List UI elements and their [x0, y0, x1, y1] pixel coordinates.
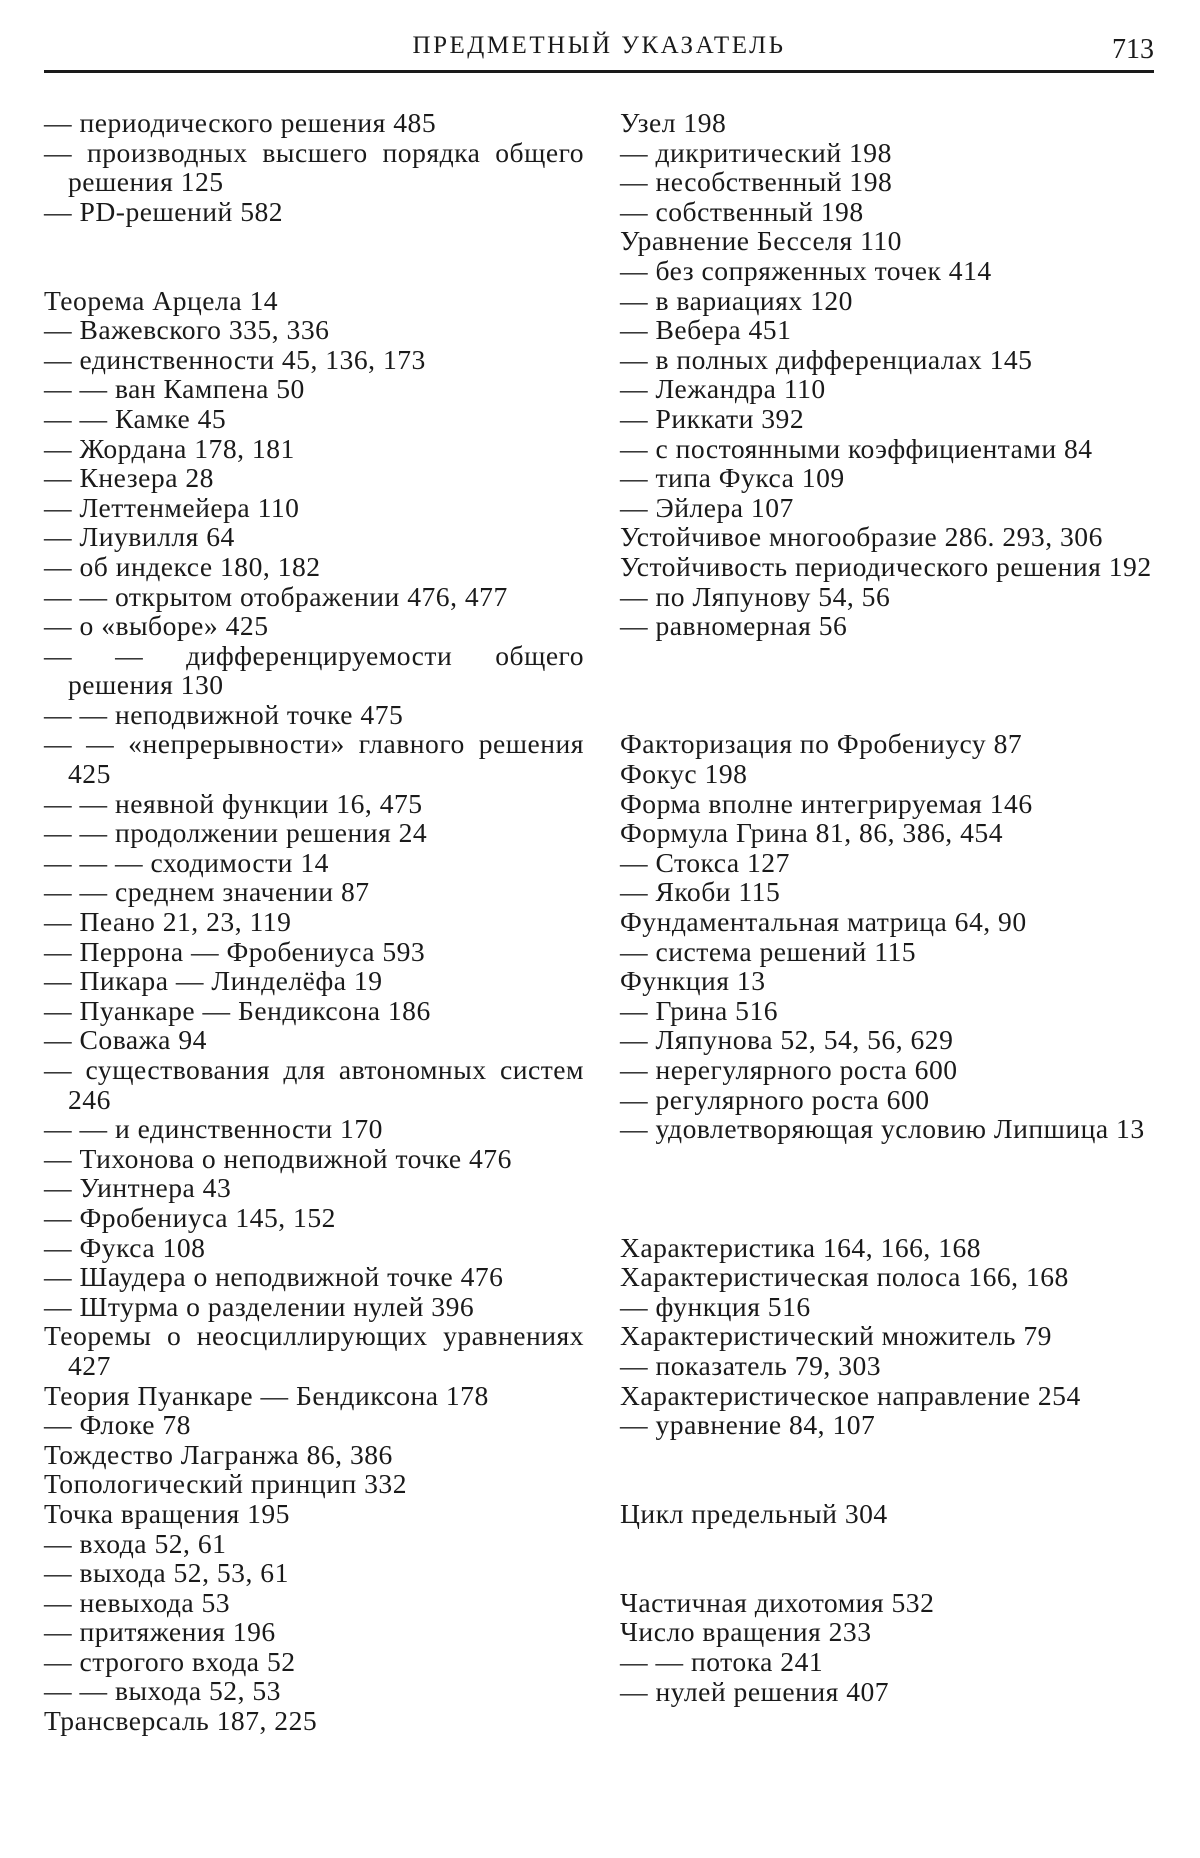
index-entry: Частичная дихотомия 532 — [620, 1586, 935, 1618]
index-entry: — показатель 79, 303 — [620, 1349, 882, 1381]
index-entry: — об индексе 180, 182 — [44, 550, 321, 582]
running-header — [44, 28, 1154, 68]
index-entry: — регулярного роста 600 — [620, 1083, 930, 1115]
index-entry: — Лежандра 110 — [620, 373, 826, 405]
index-entry: — — неявной функции 16, 475 — [44, 787, 423, 819]
index-entry: — PD-решений 582 — [44, 195, 284, 227]
index-entry: Узел 198 — [620, 107, 727, 138]
index-entry: — удовлетворяющая условию Липшица 13 — [620, 1113, 1145, 1145]
index-entry: — без сопряженных точек 414 — [620, 254, 992, 286]
index-entry: — — среднем значении 87 — [44, 876, 370, 908]
index-entry: — Соважа 94 — [44, 1024, 207, 1056]
index-entry: — производных высшего порядка общего решения 125 — [44, 136, 584, 198]
index-entry: — — дифференцируемости общего решения 130 — [44, 639, 584, 701]
index-entry: — Пикара — Линделёфа 19 — [44, 965, 383, 997]
index-entry: — нулей решения 407 — [620, 1675, 890, 1707]
index-entry: Форма вполне интегрируемая 146 — [620, 787, 1033, 819]
index-entry: — Ляпунова 52, 54, 56, 629 — [620, 1024, 954, 1056]
index-entry: Факторизация по Фробениусу 87 — [620, 728, 1023, 760]
index-entry: — Уинтнера 43 — [44, 1172, 232, 1204]
index-entry: — Тихонова о неподвижной точке 476 — [44, 1142, 512, 1174]
index-entry: Фокус 198 — [620, 758, 748, 790]
index-entry: — Эйлера 107 — [620, 491, 794, 523]
index-entry: — — и единственности 170 — [44, 1113, 383, 1145]
index-entry: — единственности 45, 136, 173 — [44, 343, 426, 375]
index-entry: — в полных дифференциалах 145 — [620, 343, 1033, 375]
index-entry: — — неподвижной точке 475 — [44, 698, 404, 730]
index-entry: — собственный 198 — [620, 195, 864, 227]
index-entry: Тождество Лагранжа 86, 386 — [44, 1438, 393, 1470]
index-entry: Уравнение Бесселя 110 — [620, 225, 902, 257]
index-entry: Топологический принцип 332 — [44, 1468, 408, 1500]
index-entry: — — потока 241 — [620, 1645, 824, 1677]
index-entry: Функция 13 — [620, 965, 766, 997]
index-entry: — периодического решения 485 — [44, 107, 437, 138]
index-entry: — система решений 115 — [620, 935, 917, 967]
index-entry: — дикритический 198 — [620, 136, 892, 168]
index-entry: Точка вращения 195 — [44, 1497, 290, 1529]
index-entry: — с постоянными коэффициентами 84 — [620, 432, 1093, 464]
index-entry: — Вебера 451 — [620, 314, 792, 346]
index-entry: — Кнезера 28 — [44, 462, 214, 494]
right-index-column — [620, 108, 1155, 1706]
index-entry: — Пуанкаре — Бендиксона 186 — [44, 994, 431, 1026]
index-entry: — равномерная 56 — [620, 610, 848, 642]
index-entry: — Риккати 392 — [620, 402, 805, 434]
index-entry: — — открытом отображении 476, 477 — [44, 580, 508, 612]
index-entry: Характеристическое направление 254 — [620, 1379, 1081, 1411]
index-entry: — Леттенмейера 110 — [44, 491, 300, 523]
index-entry: — — выхода 52, 53 — [44, 1675, 281, 1707]
index-entry: — — ван Кампена 50 — [44, 373, 305, 405]
index-entry: — по Ляпунову 54, 56 — [620, 580, 891, 612]
index-entry: — — продолжении решения 24 — [44, 817, 428, 849]
index-entry: — Фукса 108 — [44, 1231, 206, 1263]
index-entry: Фундаментальная матрица 64, 90 — [620, 906, 1027, 938]
index-entry: — невыхода 53 — [44, 1586, 231, 1618]
index-entry: — Якоби 115 — [620, 876, 781, 908]
index-entry: — Фробениуса 145, 152 — [44, 1201, 336, 1233]
index-entry: Устойчивость периодического решения 192 — [620, 550, 1152, 582]
left-index-column — [44, 108, 584, 1736]
index-entry: — выхода 52, 53, 61 — [44, 1557, 289, 1589]
index-entry: — о «выборе» 425 — [44, 610, 269, 642]
index-entry: Теория Пуанкаре — Бендиксона 178 — [44, 1379, 489, 1411]
index-entry: Теоремы о неосциллирующих уравнениях 427 — [44, 1320, 584, 1381]
index-entry: — Пеано 21, 23, 119 — [44, 906, 292, 938]
index-entry: Число вращения 233 — [620, 1616, 872, 1648]
index-entry: — — «непрерывности» главного решения 425 — [44, 728, 584, 790]
index-entry: — Перрона — Фробениуса 593 — [44, 935, 426, 967]
header-rule — [44, 70, 1154, 73]
index-entry: — Стокса 127 — [620, 846, 790, 878]
index-entry: — Лиувилля 64 — [44, 521, 235, 553]
index-entry: Цикл предельный 304 — [620, 1497, 888, 1529]
index-entry: — существования для автономных систем 246 — [44, 1054, 584, 1115]
index-entry: — входа 52, 61 — [44, 1527, 227, 1559]
index-entry: — Шаудера о неподвижной точке 476 — [44, 1261, 504, 1293]
index-entry: Трансверсаль 187, 225 — [44, 1705, 318, 1737]
index-entry: — в вариациях 120 — [620, 284, 853, 316]
index-entry: — — Камке 45 — [44, 402, 227, 434]
index-entry: — — — сходимости 14 — [44, 846, 329, 878]
index-entry: Характеристический множитель 79 — [620, 1320, 1052, 1352]
index-entry: — несобственный 198 — [620, 166, 893, 198]
index-entry: — типа Фукса 109 — [620, 462, 845, 494]
index-entry: — функция 516 — [620, 1290, 811, 1322]
running-title: ПРЕДМЕТНЫЙ УКАЗАТЕЛЬ — [412, 32, 786, 59]
index-entry: — Флоке 78 — [44, 1409, 191, 1441]
index-entry: Характеристика 164, 166, 168 — [620, 1231, 982, 1263]
index-entry: — строгого входа 52 — [44, 1645, 296, 1677]
index-entry: Характеристическая полоса 166, 168 — [620, 1261, 1069, 1293]
index-entry: — Важевского 335, 336 — [44, 314, 330, 346]
index-entry: Формула Грина 81, 86, 386, 454 — [620, 817, 1003, 849]
index-entry: — притяжения 196 — [44, 1616, 276, 1648]
index-entry: Теорема Арцела 14 — [44, 284, 279, 316]
index-entry: — Штурма о разделении нулей 396 — [44, 1290, 475, 1322]
page-number: 713 — [1112, 34, 1154, 65]
index-entry: — уравнение 84, 107 — [620, 1409, 876, 1441]
index-entry: — Грина 516 — [620, 994, 779, 1026]
index-entry: — Жордана 178, 181 — [44, 432, 295, 464]
index-entry: — нерегулярного роста 600 — [620, 1054, 958, 1086]
index-entry: Устойчивое многообразие 286. 293, 306 — [620, 521, 1103, 553]
